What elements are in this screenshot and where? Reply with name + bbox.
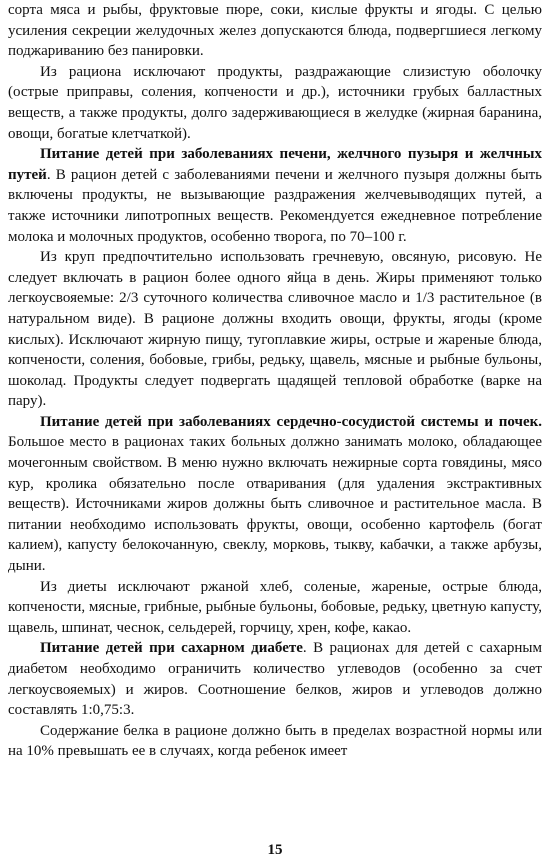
paragraph-2-text: Из рациона исключают продукты, раздражающие слизистую оболочку (острые приправы, соления, копчености и др.), источники грубых балластных веществ, а также продукты, долго задерживающиеся в желудке (жирная баранина, овощи, богатые клетчаткой).: [8, 63, 542, 142]
paragraph-4-text: Из круп предпочтительно использовать гречневую, овсяную, рисовую. Не следует включать в рацион более одного яйца в день. Жиры применяют только легкоусвояемые: 2/3 суточного количества сливочное масло и 1/3 растительное (в натуральном виде). В рационе должны входить овощи, фрукты, ягоды (кроме кислых). Исключают жирную пищу, тугоплавкие жиры, острые и жареные блюда, копчености, соления, бобовые, грибы, редьку, щавель, мясные и рыбные бульоны, шоколад. Продукты следует подвергать щадящей тепловой обработке (варке на пару).: [8, 249, 542, 410]
paragraph-7: [8, 638, 542, 720]
paragraph-6-text: Из диеты исключают ржаной хлеб, соленые, жареные, острые блюда, копчености, мясные, грибные, рыбные бульоны, бобовые, редьку, цветную капусту, щавель, шпинат, чеснок, сельдерей, горчицу, хрен, кофе, какао.: [8, 578, 542, 636]
paragraph-4: [8, 247, 542, 412]
paragraph-6: [8, 577, 542, 639]
page-number: 15: [267, 842, 283, 858]
paragraph-2: [8, 62, 542, 144]
paragraph-8: [8, 721, 542, 762]
paragraph-7-text: . В рационах для детей с сахарным диабетом необходимо ограничить количество углеводов (особенно за счет легкоусвояемых) и жиров. Соотношение белков, жиров и углеводов должно составлять 1:0,75:3.: [8, 640, 542, 719]
paragraph-5-text: Большое место в рационах таких больных должно занимать молоко, обладающее мочегонным свойством. В меню нужно включать нежирные сорта говядины, мясо кур, кролика обязательно после отваривания (для удаления экстрактивных веществ). Источниками жиров должны быть сливочное и растительное масла. В питании необходимо использовать фрукты, овощи, особенно картофель (богат калием), капусту белокочанную, свеклу, морковь, тыкву, кабачки, а также арбузы, дыни.: [8, 434, 542, 575]
section-heading-liver: Питание детей при заболеваниях печени, желчного пузыря и желчных путей: [8, 146, 542, 183]
paragraph-5: [8, 412, 542, 577]
section-heading-diabetes: Питание детей при сахарном диабете: [40, 640, 303, 657]
paragraph-1-text: сорта мяса и рыбы, фруктовые пюре, соки, кислые фрукты и ягоды. С целью усиления секреции желудочных желез допускаются блюда, подвергшиеся легкому поджариванию без панировки.: [8, 2, 542, 60]
section-heading-cardio: Питание детей при заболеваниях сердечно-сосудистой системы и почек.: [40, 413, 542, 430]
body-text: [8, 0, 542, 762]
paragraph-3: [8, 144, 542, 247]
paragraph-3-text: . В рацион детей с заболеваниями печени и желчного пузыря должны быть включены продукты, не вызывающие раздражения желчевыводящих путей, а также источники липотропных веществ. Рекомендуется ежедневное потребление молока и молочных продуктов, особенно творога, по 70–100 г.: [8, 166, 542, 245]
paragraph-8-text: Содержание белка в рационе должно быть в пределах возрастной нормы или на 10% превышать ее в случаях, когда ребенок имеет: [8, 722, 542, 760]
paragraph-1: [8, 0, 542, 62]
